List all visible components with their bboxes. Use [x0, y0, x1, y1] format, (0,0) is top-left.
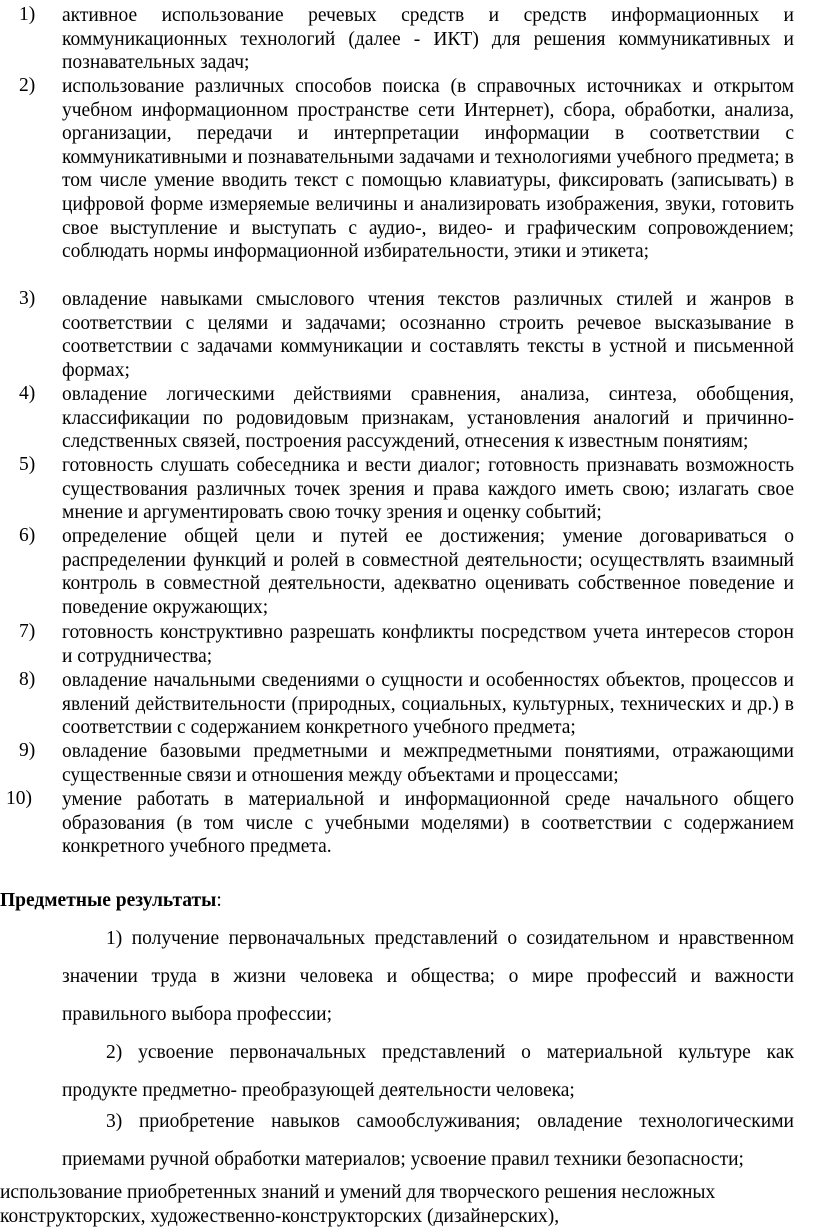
- list-item-number: 10): [6, 788, 32, 809]
- list-item-number: 4): [19, 383, 36, 404]
- list-item-text: готовность конструктивно разрешать конфликты посредством учета интересов сторон и сотрудничества;: [62, 622, 794, 667]
- subject-result-item: 1) получение первоначальных представлений о созидательном и нравственном значении труда в жизни человека и общества; о мире профессий и важности правильного выбора профессии;: [62, 928, 794, 1025]
- list-item-text: овладение логическими действиями сравнения, анализа, синтеза, обобщения, классификации по родовидовым признакам, установления аналогий и причинно-следственных связей, построения рассуждений, отнесения к известным понятиям;: [62, 384, 794, 453]
- list-item-number: 8): [19, 669, 36, 690]
- list-item-number: 5): [19, 454, 36, 475]
- list-item-number: 7): [19, 621, 36, 642]
- subject-result-item: 2) усвоение первоначальных представлений о материальной культуре как продукте предметно- преобразующей деятельности человека;: [62, 1042, 794, 1101]
- list-item-text: овладение базовыми предметными и межпредметными понятиями, отражающими существенные связи и отношения между объектами и процессами;: [62, 741, 794, 786]
- section-heading-colon: :: [216, 890, 222, 911]
- list-item-number: 1): [19, 4, 36, 25]
- list-item-number: 2): [19, 75, 36, 96]
- list-item-number: 6): [19, 525, 36, 546]
- list-item-text: определение общей цели и путей ее достижения; умение договариваться о распределении функций и ролей в совместной деятельности; осуществлять взаимный контроль в совместной деятельности, адекватно оценивать собственное поведение и поведение окружающих;: [62, 526, 794, 618]
- list-item-number: 9): [19, 740, 36, 761]
- list-item-number: 3): [19, 288, 36, 309]
- list-item-text: умение работать в материальной и информационной среде начального общего образования (в том числе с учебными моделями) в соответствии с содержанием конкретного учебного предмета.: [62, 789, 794, 858]
- section-heading: [0, 890, 222, 912]
- subject-result-item: 3) приобретение навыков самообслуживания; овладение технологическими приемами ручной обработки материалов; усвоение правил техники безопасности;: [62, 1111, 794, 1170]
- list-item-text: использование различных способов поиска (в справочных источниках и открытом учебном информационном пространстве сети Интернет), сбора, обработки, анализа, организации, передачи и интерпретации информации в соответствии с коммуникативными и познавательными задачами и технологиями учебного предмета; в том числе умение вводить текст с помощью клавиатуры, фиксировать (записывать) в цифровой форме измеряемые величины и анализировать изображения, звуки, готовить свое выступление и выступать с аудио-, видео- и графическим сопровождением; соблюдать нормы информационной избирательности, этики и этикета;: [62, 76, 794, 263]
- list-item-text: активное использование речевых средств и средств информационных и коммуникационных технологий (далее - ИКТ) для решения коммуникативных и познавательных задач;: [62, 5, 794, 74]
- list-item-text: готовность слушать собеседника и вести диалог; готовность признавать возможность существования различных точек зрения и права каждого иметь свою; излагать свое мнение и аргументировать свою точку зрения и оценку событий;: [62, 455, 794, 524]
- list-item-text: овладение навыками смыслового чтения текстов различных стилей и жанров в соответствии с целями и задачами; осознанно строить речевое высказывание в соответствии с задачами коммуникации и составлять тексты в устной и письменной формах;: [62, 289, 794, 381]
- section-heading-label: Предметные результаты: [0, 890, 217, 911]
- continuation-text: использование приобретенных знаний и умений для творческого решения несложных конструкторских, художественно-конструкторских (дизайнерских),: [0, 1182, 716, 1227]
- list-item-text: овладение начальными сведениями о сущности и особенностях объектов, процессов и явлений действительности (природных, социальных, культурных, технических и др.) в соответствии с содержанием конкретного учебного предмета;: [62, 670, 794, 739]
